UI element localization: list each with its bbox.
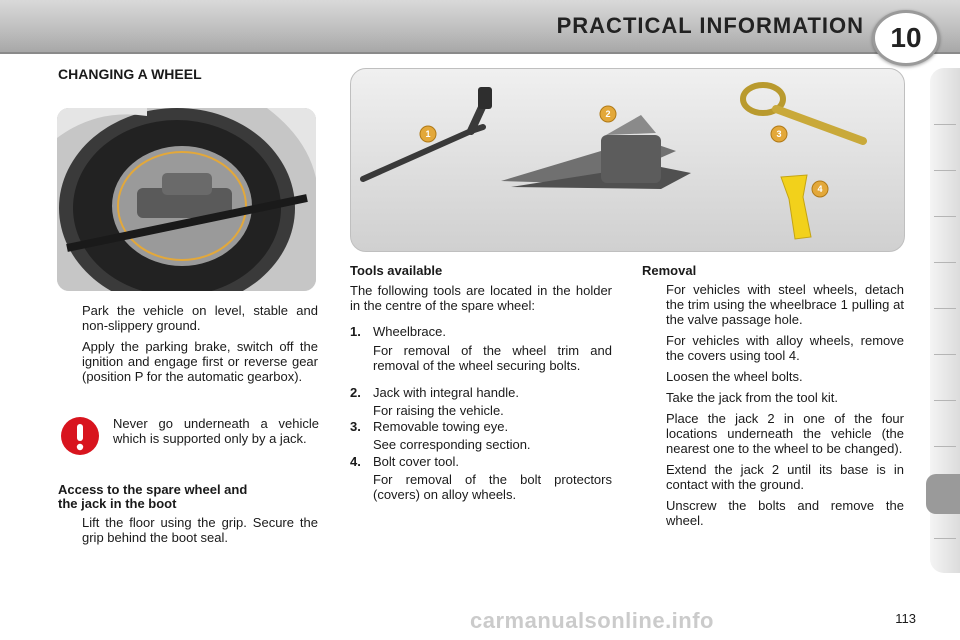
- svg-text:4: 4: [817, 184, 823, 194]
- svg-text:1: 1: [425, 129, 431, 139]
- list-item: Unscrew the bolts and remove the wheel.: [666, 498, 904, 528]
- page-section-title: PRACTICAL INFORMATION: [556, 13, 864, 38]
- tools-photo: [350, 68, 905, 252]
- warning-text: Never go underneath a vehicle which is supported only by a jack.: [113, 416, 319, 446]
- callout-4: [812, 181, 828, 197]
- page-heading: CHANGING A WHEEL: [58, 66, 202, 82]
- list-item: Place the jack 2 in one of the four locations underneath the vehicle (the nearest one to the wheel to be changed).: [666, 411, 904, 456]
- list-item: Loosen the wheel bolts.: [666, 369, 803, 384]
- left-bullet-list: [58, 303, 318, 390]
- tab-divider: [934, 308, 956, 309]
- svg-text:3: 3: [776, 129, 782, 139]
- tab-divider: [934, 538, 956, 539]
- list-item: Take the jack from the tool kit.: [666, 390, 838, 405]
- removal-bullet-list: [642, 282, 904, 534]
- tools-intro: The following tools are located in the holder in the centre of the spare wheel:: [350, 283, 612, 313]
- watermark: carmanualsonline.info: [470, 608, 714, 633]
- page-number: 113: [895, 611, 916, 626]
- removal-heading: Removal: [642, 263, 697, 278]
- spare-wheel-photo: [57, 108, 316, 291]
- tab-divider: [934, 124, 956, 125]
- access-heading-line1: Access to the spare wheel and: [58, 482, 248, 497]
- list-item: Extend the jack 2 until its base is in contact with the ground.: [666, 462, 904, 492]
- tab-divider: [934, 446, 956, 447]
- tab-divider: [934, 354, 956, 355]
- access-heading-line2: the jack in the boot: [58, 496, 177, 511]
- list-item: For vehicles with alloy wheels, remove the covers using tool 4.: [666, 333, 904, 363]
- tab-divider: [934, 400, 956, 401]
- list-item: For vehicles with steel wheels, detach the trim using the wheelbrace 1 pulling at the valve passage hole.: [666, 282, 904, 327]
- callout-2: [600, 106, 616, 122]
- list-item: Apply the parking brake, switch off the ignition and engage first or reverse gear (position P for the automatic gearbox).: [82, 339, 318, 384]
- svg-text:2: 2: [605, 109, 611, 119]
- side-tab-active[interactable]: [926, 474, 960, 514]
- access-bullet-list: [58, 515, 318, 551]
- tab-divider: [934, 216, 956, 217]
- list-item: Lift the floor using the grip. Secure the grip behind the boot seal.: [82, 515, 318, 545]
- list-item: Park the vehicle on level, stable and non-slippery ground.: [82, 303, 318, 333]
- callout-3: [771, 126, 787, 142]
- warning-icon: [60, 416, 100, 456]
- tab-divider: [934, 262, 956, 263]
- tools-heading: Tools available: [350, 263, 443, 278]
- tab-divider: [934, 170, 956, 171]
- callout-1: [420, 126, 436, 142]
- chapter-badge: 10: [872, 10, 940, 66]
